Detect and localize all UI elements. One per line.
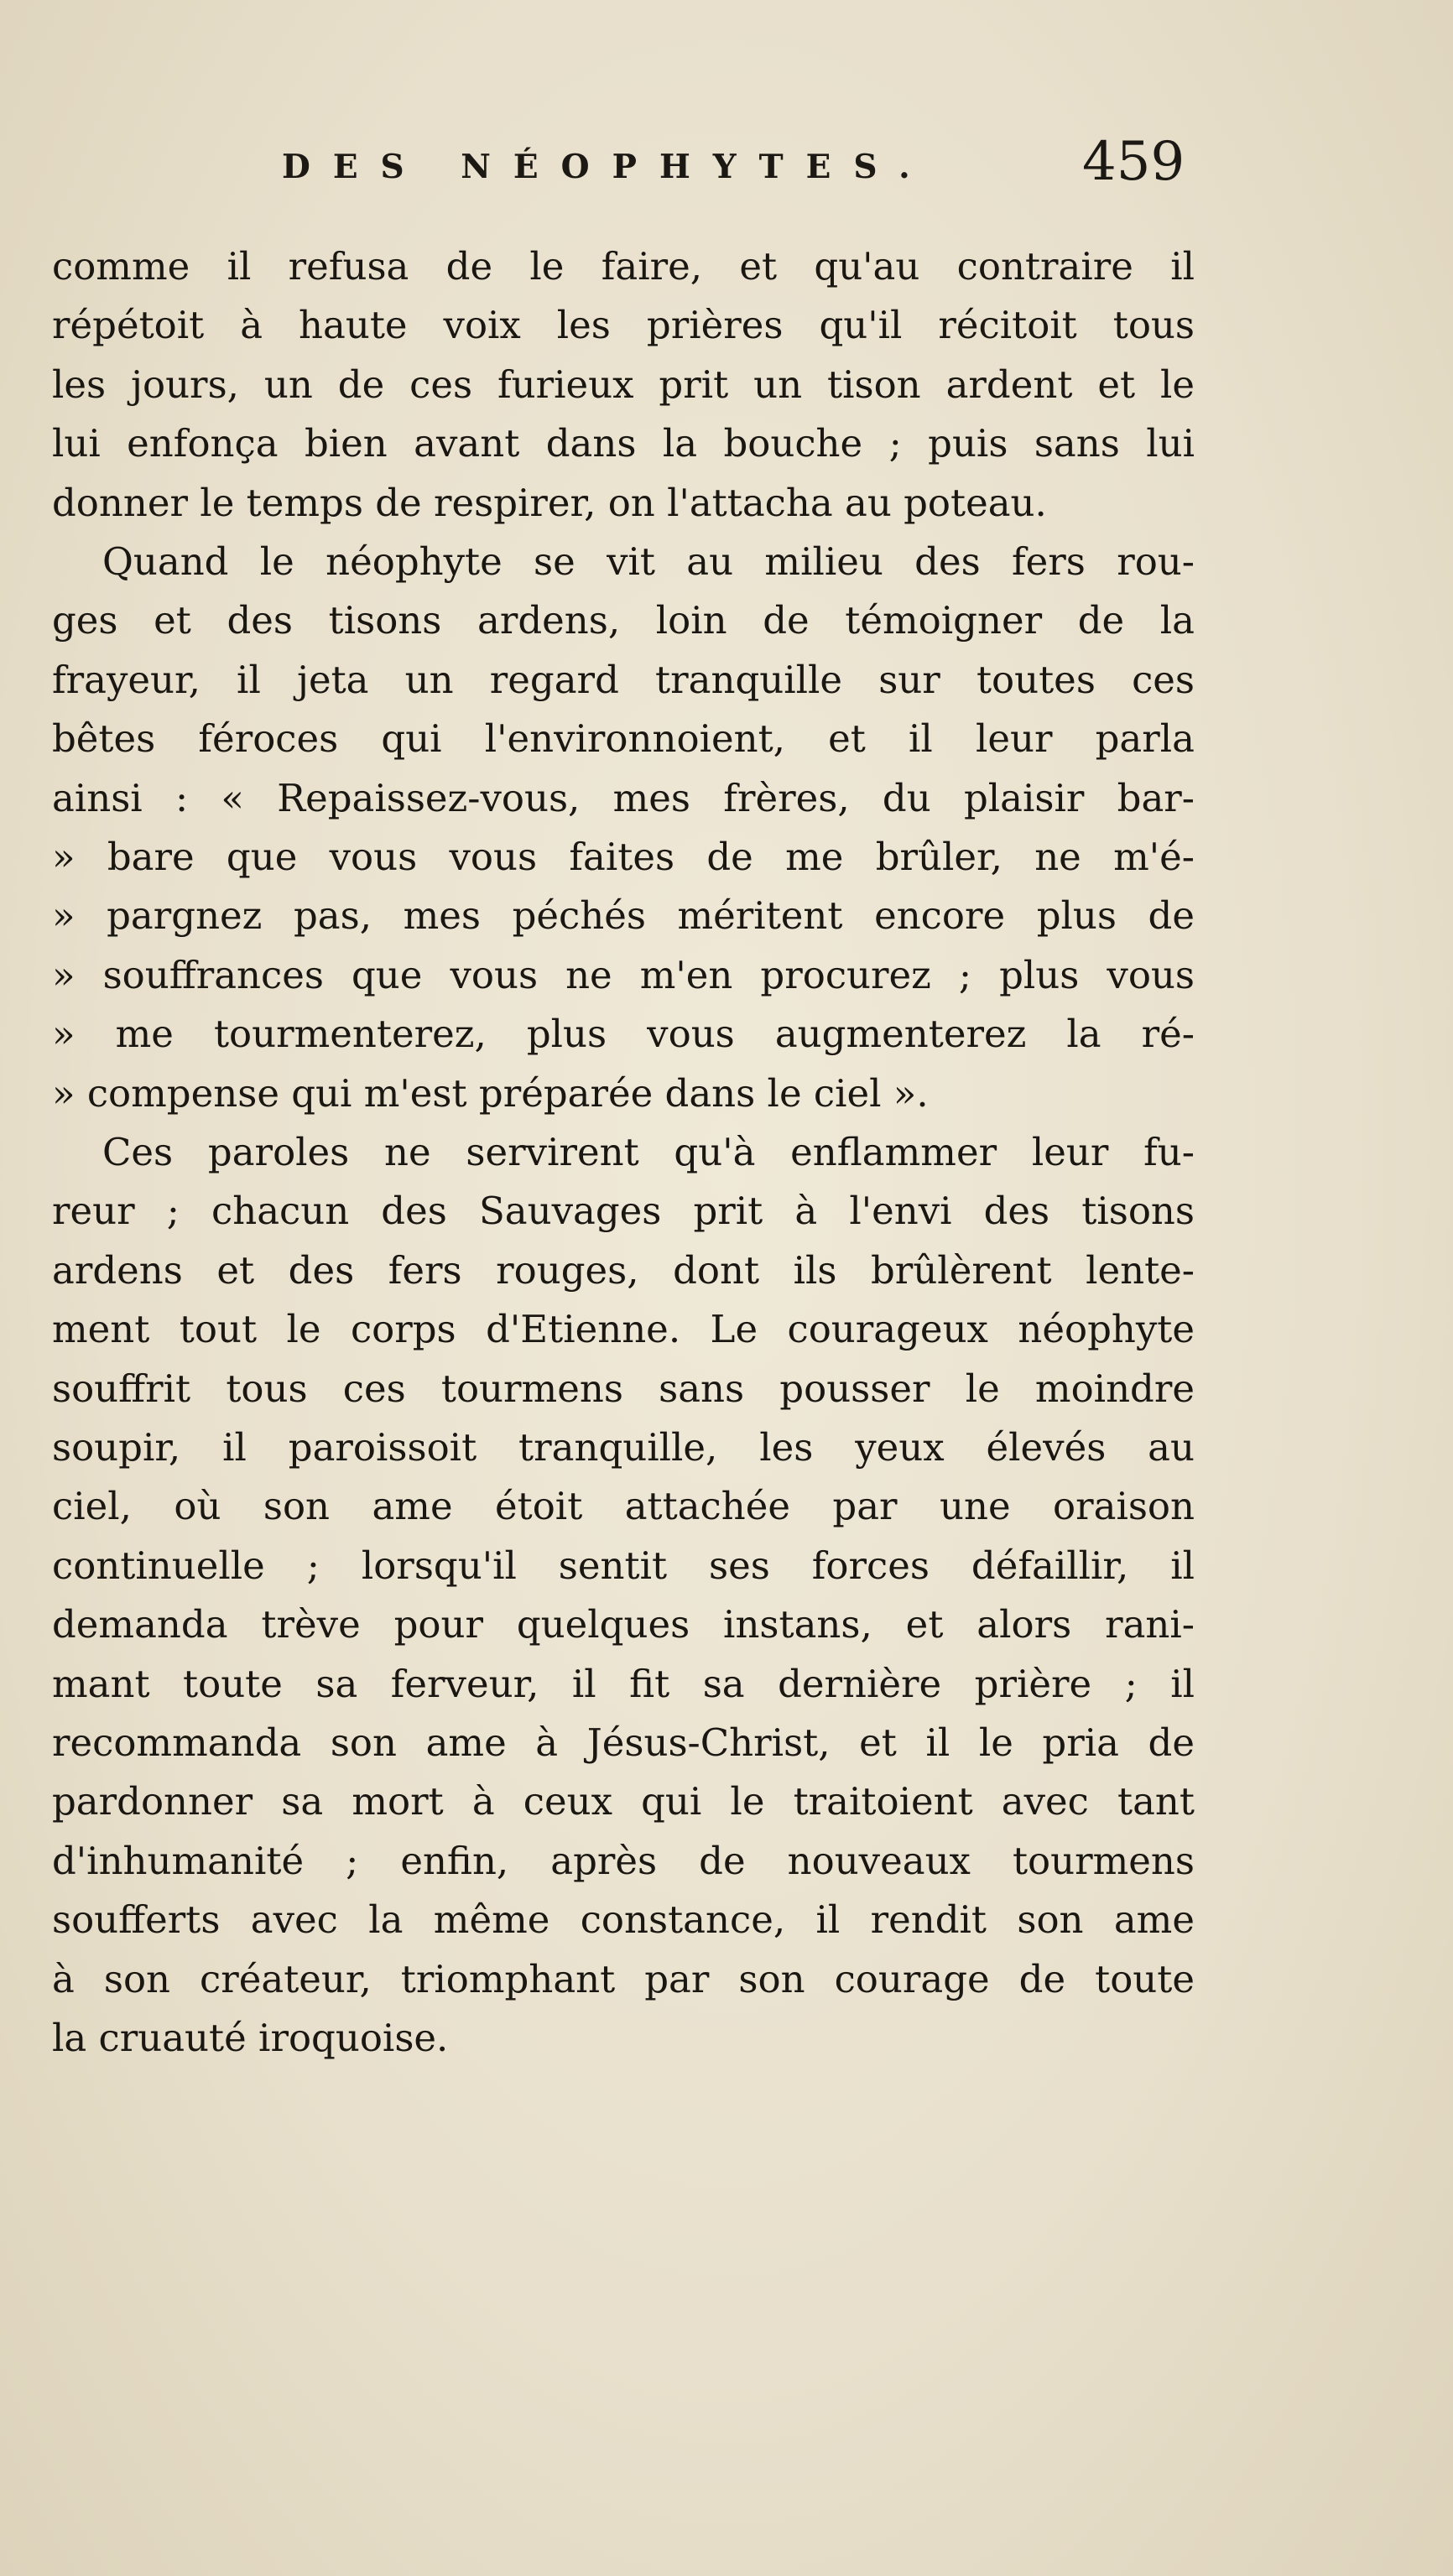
text-line: » souffrances que vous ne m'en procurez ; plus vous bbox=[52, 952, 1195, 997]
text-line: Quand le néophyte se vit au milieu des fers rou- bbox=[102, 539, 1195, 584]
text-line: continuelle ; lorsqu'il sentit ses forces défaillir, il bbox=[52, 1543, 1195, 1588]
text-line: répétoit à haute voix les prières qu'il récitoit tous bbox=[52, 303, 1195, 348]
text-line: ainsi : « Repaissez-vous, mes frères, du plaisir bar- bbox=[52, 775, 1195, 820]
text-line: comme il refusa de le faire, et qu'au contraire il bbox=[52, 244, 1195, 289]
text-line: » compense qui m'est préparée dans le ciel ». bbox=[52, 1070, 929, 1116]
page-number: 459 bbox=[1082, 131, 1185, 193]
text-line: soupir, il paroissoit tranquille, les yeux élevés au bbox=[52, 1425, 1195, 1470]
text-line: ment tout le corps d'Etienne. Le courageux néophyte bbox=[52, 1307, 1195, 1352]
text-line: » me tourmenterez, plus vous augmenterez la ré- bbox=[52, 1012, 1195, 1057]
text-line: pardonner sa mort à ceux qui le traitoient avec tant bbox=[52, 1779, 1195, 1824]
text-line: les jours, un de ces furieux prit un tison ardent et le bbox=[52, 362, 1195, 407]
text-line: ges et des tisons ardens, loin de témoigner de la bbox=[52, 598, 1195, 643]
page-header bbox=[0, 131, 1453, 208]
text-line: soufferts avec la même constance, il rendit son ame bbox=[52, 1897, 1195, 1943]
text-line: ardens et des fers rouges, dont ils brûlèrent lente- bbox=[52, 1247, 1195, 1293]
text-line: frayeur, il jeta un regard tranquille sur toutes ces bbox=[52, 657, 1195, 702]
text-line: reur ; chacun des Sauvages prit à l'envi des tisons bbox=[52, 1189, 1195, 1234]
text-line: mant toute sa ferveur, il fit sa dernière prière ; il bbox=[52, 1661, 1195, 1706]
text-line: Ces paroles ne servirent qu'à enflammer leur fu- bbox=[102, 1130, 1195, 1174]
text-line: lui enfonça bien avant dans la bouche ; puis sans lui bbox=[52, 421, 1195, 466]
text-line: donner le temps de respirer, on l'attacha au poteau. bbox=[52, 480, 1047, 525]
text-line: bêtes féroces qui l'environnoient, et il leur parla bbox=[52, 716, 1195, 762]
text-line: la cruauté iroquoise. bbox=[52, 2016, 449, 2060]
text-line: demanda trève pour quelques instans, et alors rani- bbox=[52, 1602, 1195, 1647]
text-line: souffrit tous ces tourmens sans pousser le moindre bbox=[52, 1366, 1195, 1411]
running-head: DES NÉOPHYTES. bbox=[282, 148, 933, 186]
text-line: » bare que vous vous faites de me brûler, ne m'é- bbox=[52, 835, 1195, 879]
text-line: ciel, où son ame étoit attachée par une oraison bbox=[52, 1484, 1195, 1529]
text-line: d'inhumanité ; enfin, après de nouveaux tourmens bbox=[52, 1838, 1195, 1883]
text-line: recommanda son ame à Jésus-Christ, et il le pria de bbox=[52, 1720, 1195, 1765]
text-line: à son créateur, triomphant par son courage de toute bbox=[52, 1956, 1195, 2001]
text-line: » pargnez pas, mes péchés méritent encore plus de bbox=[52, 893, 1195, 939]
